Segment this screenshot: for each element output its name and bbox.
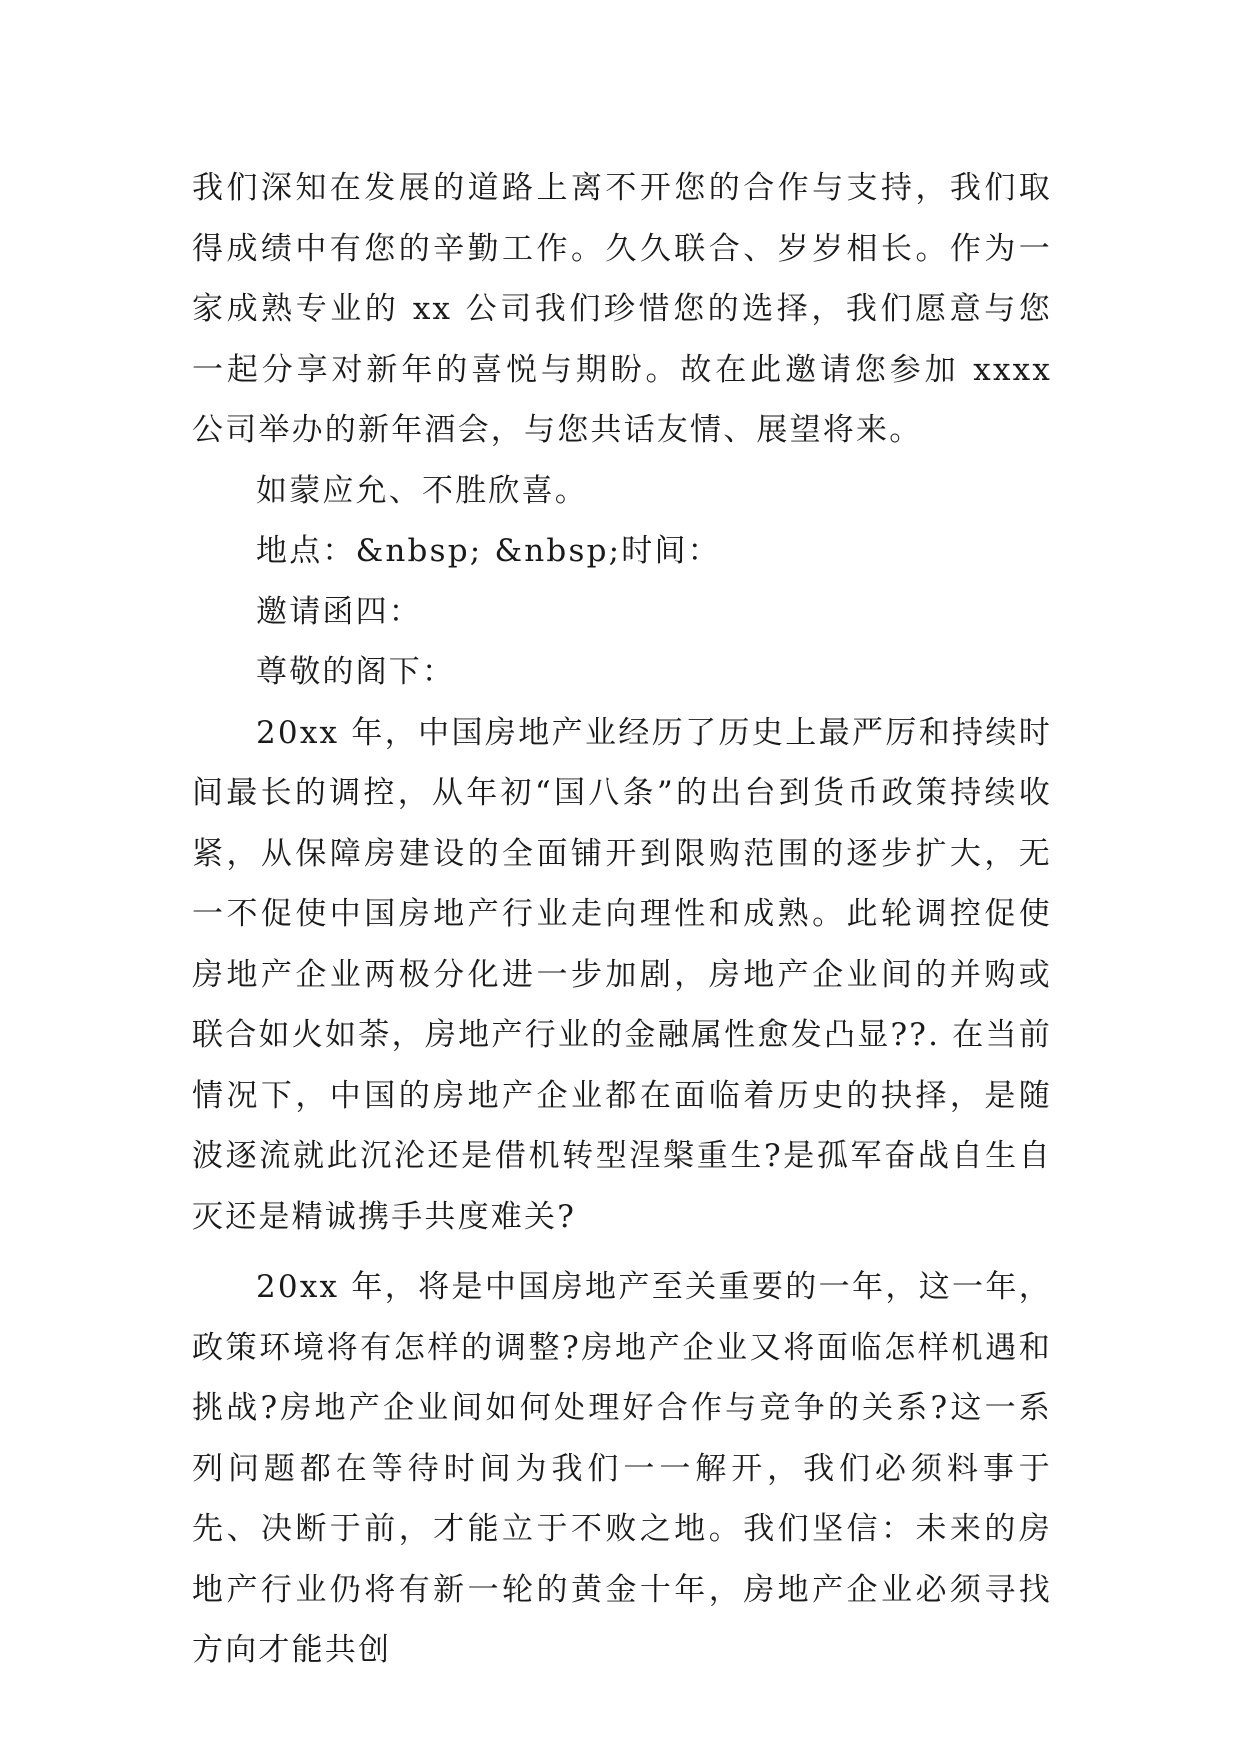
paragraph-outlook: 20xx 年，将是中国房地产至关重要的一年，这一年，政策环境将有怎样的调整?房地产企业又将面临怎样机遇和挑战?房地产企业间如何处理好合作与竞争的关系?这一系列问题都在等待时间为我们一一解开，我们必须料事于先、决断于前，才能立于不败之地。我们坚信：未来的房地产行业仍将有新一轮的黄金十年，房地产企业必须寻找方向才能共创 bbox=[192, 1269, 1052, 1668]
paragraph-salutation: 尊敬的阁下： bbox=[256, 654, 456, 690]
paragraph-location-time: 地点：&nbsp; &nbsp;时间： bbox=[256, 533, 721, 569]
paragraph-closing: 如蒙应允、不胜欣喜。 bbox=[256, 472, 588, 509]
paragraph-market-review: 20xx 年，中国房地产业经历了历史上最严厉和持续时间最长的调控，从年初“国八条”的出台到货币政策持续收紧，从保障房建设的全面铺开到限购范围的逐步扩大，无一不促使中国房地产行业走向理性和成熟。此轮调控促使房地产企业两极分化进一步加剧，房地产企业间的并购或联合如火如荼，房地产行业的金融属性愈发凸显??. 在当前情况下，中国的房地产企业都在面临着历史的抉择，是随波逐流就此沉沦还是借机转型涅槃重生?是孤军奋战自生自灭还是精诚携手共度难关? bbox=[192, 714, 1052, 1235]
paragraph-heading-invitation-four: 邀请函四： bbox=[256, 593, 422, 630]
document-body bbox=[192, 158, 1052, 1681]
paragraph-invitation-body: 我们深知在发展的道路上离不开您的合作与支持，我们取得成绩中有您的辛勤工作。久久联合、岁岁相长。作为一家成熟专业的 xx 公司我们珍惜您的选择，我们愿意与您一起分享对新年的喜悦与期盼。故在此邀请您参加 xxxx 公司举办的新年酒会，与您共话友情、展望将来。 bbox=[192, 170, 1052, 448]
